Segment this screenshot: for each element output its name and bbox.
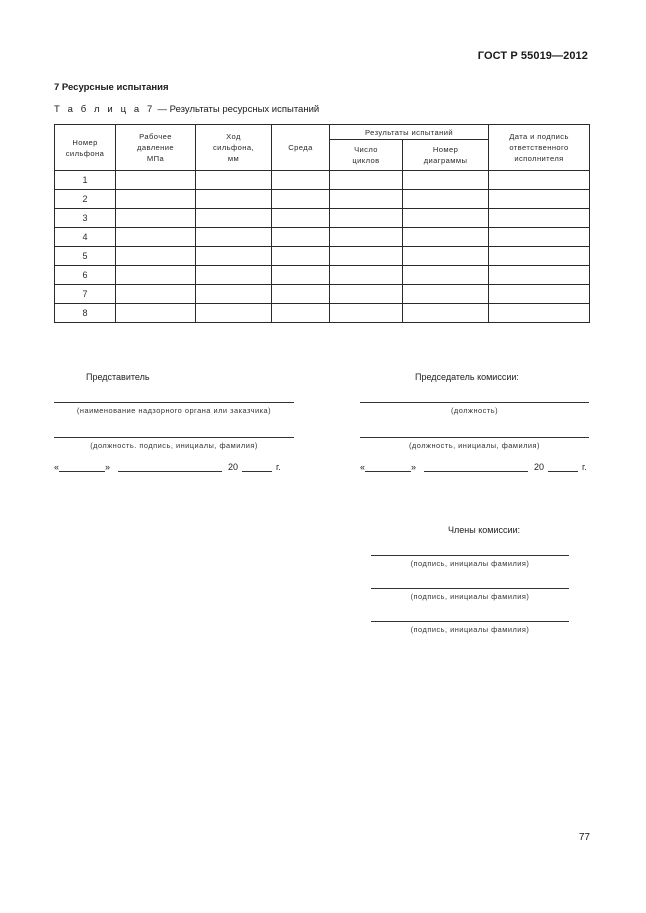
col-header-date-l2: ответственного [509,143,569,152]
col-header-date-l1: Дата и подпись [509,132,569,141]
representative-org-caption: (наименование надзорного органа или заказчика) [76,406,272,415]
table-row [55,209,590,228]
chairman-position-caption: (должность) [450,406,499,415]
row-number: 8 [55,304,116,323]
section-title: 7 Ресурсные испытания [54,82,169,93]
date-open-quote: « [360,462,366,472]
col-header-date [489,125,590,171]
table-row [55,304,590,323]
col-header-stroke-l1: Ход [226,132,241,141]
year-blank [242,461,272,472]
year-suffix: г. [276,462,281,472]
table-row [55,228,590,247]
table-caption-text: — Результаты ресурсных испытаний [154,104,320,115]
col-header-date-l3: исполнителя [514,154,564,163]
col-header-stroke-l3: мм [227,154,240,163]
row-number: 1 [55,171,116,190]
member-2-line [371,588,569,589]
members-label: Члены комиссии: [448,525,521,535]
table-row [55,266,590,285]
document-standard-number: ГОСТ Р 55019—2012 [477,50,588,62]
table-caption [54,104,319,115]
member-2-caption: (подпись, инициалы фамилия) [410,592,530,601]
table-row [55,285,590,304]
col-header-number-l2: сильфона [65,148,105,158]
table-row [55,171,590,190]
date-open-quote: « [54,462,60,472]
row-number: 6 [55,266,116,285]
table-row [55,190,590,209]
row-number: 3 [55,209,116,228]
member-1-line [371,555,569,556]
representative-date [54,461,281,472]
representative-signature-line [54,437,294,438]
month-blank [118,461,222,472]
representative-org-line [54,402,294,403]
col-header-number-l1: Номер [72,137,98,147]
row-number: 4 [55,228,116,247]
table-row [55,247,590,266]
representative-label: Представитель [86,372,150,382]
col-header-stroke [196,125,272,171]
year-prefix: 20 [534,462,545,472]
col-header-pressure-l2: давление [136,143,175,152]
member-3-caption: (подпись, инициалы фамилия) [410,625,530,634]
member-1-caption: (подпись, инициалы фамилия) [410,559,530,568]
chairman-label: Председатель комиссии: [415,372,519,382]
chairman-signature-caption: (должность, инициалы, фамилия) [408,441,541,450]
day-blank [59,461,105,472]
representative-signature-caption: (должность. подпись, инициалы, фамилия) [90,441,258,450]
col-header-number [55,125,116,171]
results-table [54,124,590,323]
page-number: 77 [578,832,590,843]
col-header-cycles [330,140,403,171]
month-blank [424,461,528,472]
col-header-stroke-l2: сильфона, [212,143,255,152]
row-number: 2 [55,190,116,209]
year-blank [548,461,578,472]
col-header-medium: Среда [272,125,330,171]
col-header-results-group: Результаты испытаний [330,125,489,140]
row-number: 5 [55,247,116,266]
col-header-pressure [116,125,196,171]
year-prefix: 20 [228,462,239,472]
row-number: 7 [55,285,116,304]
col-header-diagram-l1: Номер [432,145,459,154]
col-header-diagram [403,140,489,171]
chairman-position-line [360,402,589,403]
col-header-cycles-l2: циклов [352,156,380,165]
day-blank [365,461,411,472]
col-header-cycles-l1: Число [354,145,378,154]
col-header-diagram-l2: диаграммы [423,156,468,165]
chairman-signature-line [360,437,589,438]
member-3-line [371,621,569,622]
col-header-pressure-l1: Рабочее [139,132,172,141]
date-close-quote: » [411,462,417,472]
chairman-date [360,461,587,472]
date-close-quote: » [105,462,111,472]
year-suffix: г. [582,462,587,472]
col-header-pressure-l3: МПа [146,154,165,163]
table-caption-prefix: Т а б л и ц а 7 [54,104,155,115]
